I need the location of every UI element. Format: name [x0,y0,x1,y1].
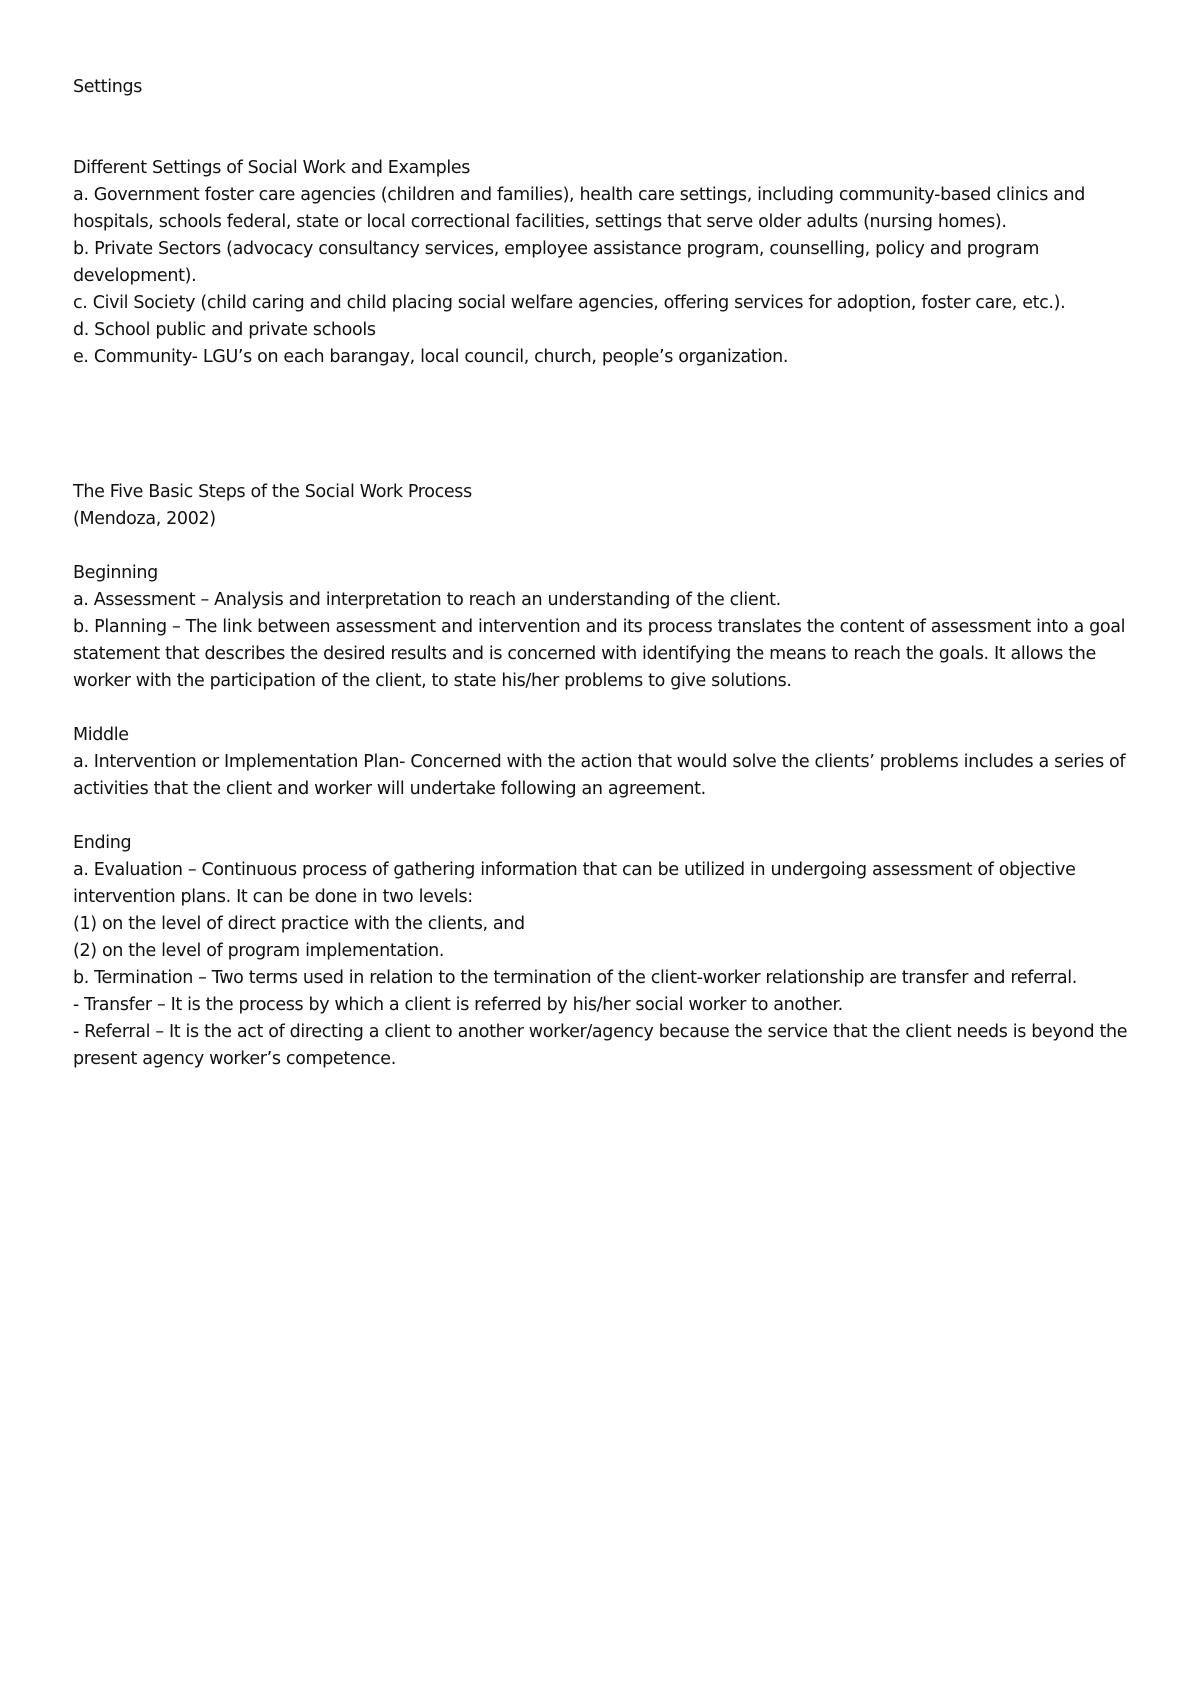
ending-label: Ending [73,833,132,853]
ending-item-evaluation: a. Evaluation – Continuous process of gathering information that can be utilized in undergoing assessment of objective intervention plans. It can be done in two levels: [73,860,1076,907]
ending-item-transfer: - Transfer – It is the process by which a client is referred by his/her social worker to another. [73,995,843,1015]
ending-item-referral: - Referral – It is the act of directing a client to another worker/agency because the service that the client needs is beyond the present agency worker’s competence. [73,1022,1128,1069]
settings-item-c: c. Civil Society (child caring and child placing social welfare agencies, offering services for adoption, foster care, etc.). [73,293,1066,313]
beginning-item-b: b. Planning – The link between assessment and intervention and its process translates the content of assessment into a goal statement that describes the desired results and is concerned with identifying the means to reach the goals. It allows the worker with the participation of the client, to state his/her problems to give solutions. [73,617,1126,691]
ending-item-level-2: (2) on the level of program implementation. [73,941,445,961]
middle-item-a: a. Intervention or Implementation Plan- Concerned with the action that would solve the clients’ problems includes a series of activities that the client and worker will undertake following an agreement. [73,752,1126,799]
spacer [73,695,1148,722]
spacer [73,371,1148,479]
document-body [73,74,1148,1073]
settings-title: Different Settings of Social Work and Examples [73,158,471,178]
spacer [73,101,1148,155]
settings-item-b: b. Private Sectors (advocacy consultancy services, employee assistance program, counselling, policy and program development). [73,239,1040,286]
settings-item-a: a. Government foster care agencies (children and families), health care settings, including community-based clinics and hospitals, schools federal, state or local correctional facilities, settings that serve older adults (nursing homes). [73,185,1086,232]
spacer [73,803,1148,830]
beginning-label: Beginning [73,563,158,583]
ending-item-level-1: (1) on the level of direct practice with the clients, and [73,914,525,934]
settings-item-d: d. School public and private schools [73,320,376,340]
process-title: The Five Basic Steps of the Social Work Process [73,482,472,502]
middle-label: Middle [73,725,129,745]
spacer [73,533,1148,560]
document-heading: Settings [73,77,142,97]
beginning-item-a: a. Assessment – Analysis and interpretation to reach an understanding of the client. [73,590,781,610]
ending-item-termination: b. Termination – Two terms used in relation to the termination of the client-worker relationship are transfer and referral. [73,968,1077,988]
settings-item-e: e. Community- LGU’s on each barangay, local council, church, people’s organization. [73,347,789,367]
process-citation: (Mendoza, 2002) [73,509,216,529]
